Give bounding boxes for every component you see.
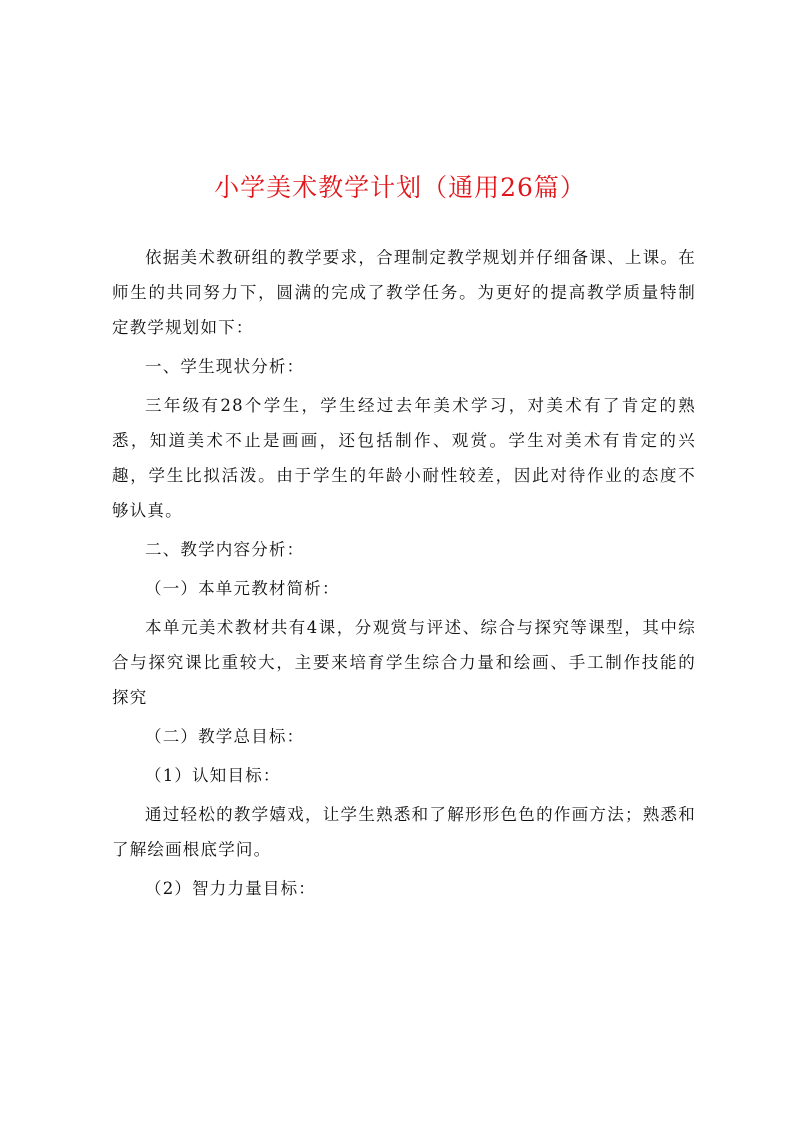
paragraph-cognitive-goal: 通过轻松的教学嬉戏，让学生熟悉和了解形形色色的作画方法；熟悉和了解绘画根底学问。 xyxy=(112,805,696,859)
heading-student-analysis: 一、学生现状分析： xyxy=(145,357,305,376)
paragraph-unit-overview: 本单元美术教材共有4课，分观赏与评述、综合与探究等课型，其中综合与探究课比重较大，主要来培育学生综合力量和绘画、手工制作技能的探究 xyxy=(112,618,696,707)
paragraph-intro: 依据美术教研组的教学要求，合理制定教学规划并仔细备课、上课。在师生的共同努力下，圆满的完成了教学任务。为更好的提高教学质量特制定教学规划如下： xyxy=(112,248,696,337)
heading-cognitive-goal: （1）认知目标： xyxy=(145,766,281,785)
heading-content-analysis: 二、教学内容分析： xyxy=(145,540,305,559)
document-body xyxy=(112,240,696,910)
heading-ability-goal: （2）智力力量目标： xyxy=(145,879,316,898)
document-title: 小学美术教学计划（通用26篇） xyxy=(214,173,586,202)
heading-teaching-goals: （二）教学总目标： xyxy=(145,727,305,746)
heading-unit-overview: （一）本单元教材简析： xyxy=(145,579,340,598)
paragraph-student-status: 三年级有28个学生，学生经过去年美术学习，对美术有了肯定的熟悉，知道美术不止是画画，还包括制作、观赏。学生对美术有肯定的兴趣，学生比拟活泼。由于学生的年龄小耐性较差，因此对待作业的态度不够认真。 xyxy=(112,396,696,520)
